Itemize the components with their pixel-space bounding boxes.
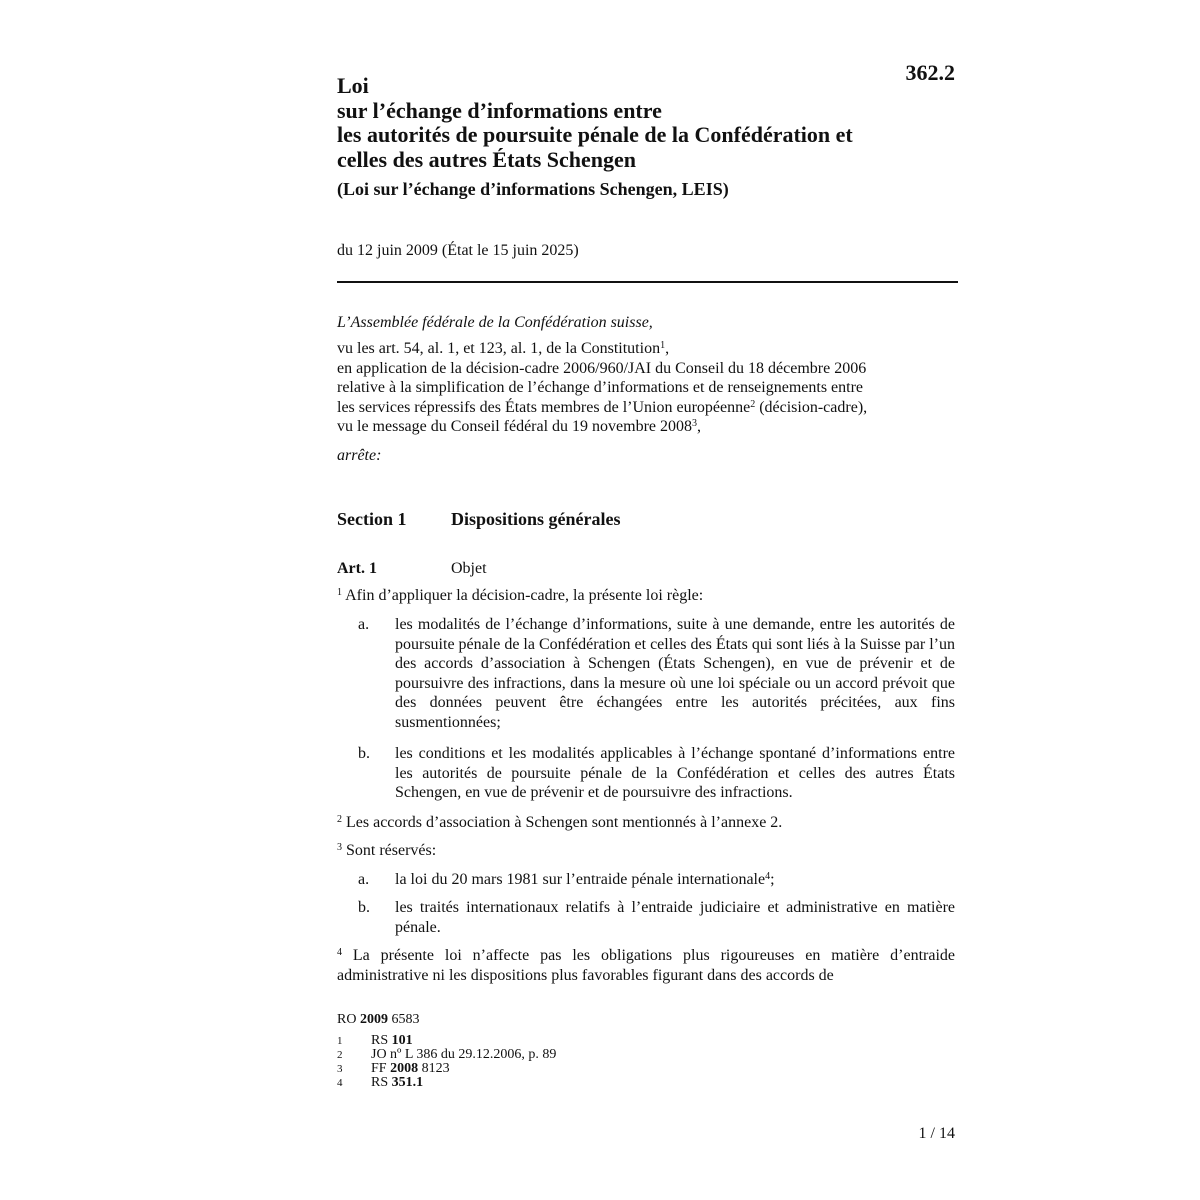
list-text: les traités internationaux relatifs à l’entraide judiciaire et administrative en matière pénale. — [395, 899, 955, 936]
title-line: sur l’échange d’informations entre — [337, 97, 662, 123]
list-text: les conditions et les modalités applicables à l’échange spontané d’informations entre les autorités de poursuite pénale de la Confédération et celles des autres États Schengen, en vue de prévenir et de poursuivre des infractions. — [395, 745, 955, 801]
title-line: les autorités de poursuite pénale de la Confédération et — [337, 122, 853, 147]
article-title: Objet — [451, 560, 487, 577]
list-text: les modalités de l’échange d’informations, suite à une demande, entre les autorités de poursuite pénale de la Confédération et celles des États qui sont liés à la Suisse par l’un des accords d’association à Schengen (États Schengen), en vue de prévenir et de poursuivre des infractions, dans la mesure où une loi spéciale ou un accord prévoit que des données peuvent être échangées entre les autorités précitées, aux fins susmentionnées; — [395, 616, 955, 731]
list-item — [337, 744, 955, 803]
preamble-decree: arrête: — [337, 447, 382, 464]
paragraph-number: 3 — [337, 842, 342, 853]
list-item — [337, 870, 955, 890]
title-line: Loi — [337, 73, 369, 98]
official-compilation-ref: RO 2009 6583 — [337, 1012, 420, 1027]
footnote: 4 RS 351.1 — [337, 1075, 424, 1090]
list-letter: a. — [358, 871, 370, 888]
section-title: Dispositions générales — [451, 509, 621, 529]
paragraph-number: 1 — [337, 587, 342, 598]
footnote-ref[interactable]: 4 — [765, 871, 771, 882]
footnote: 1 RS 101 — [337, 1033, 413, 1048]
paragraph-1-list-b — [337, 744, 955, 803]
preamble-line: vu les art. 54, al. 1, et 123, al. 1, de la Constitution$^1$, — [337, 340, 670, 357]
list-letter: b. — [358, 745, 370, 762]
footnote: 3 FF 2008 8123 — [337, 1061, 450, 1076]
article-paragraph-4: $^4$ La présente loi n’affecte pas les obligations plus rigoureuses en matière d’entraide administrative ni les dispositions plus favorables figurant dans des accords de — [337, 947, 955, 984]
article-number: Art. 1 — [337, 560, 377, 577]
list-item — [337, 898, 955, 937]
paragraph-3-list-a — [337, 870, 955, 890]
list-letter: b. — [358, 899, 370, 916]
paragraph-number: 2 — [337, 814, 342, 825]
page-number: 1 / 14 — [918, 1125, 955, 1142]
header-divider — [337, 281, 958, 283]
list-letter: a. — [358, 616, 370, 633]
paragraph-3-list-b — [337, 898, 955, 937]
footnote: 2 JO nº L 386 du 29.12.2006, p. 89 — [337, 1047, 557, 1062]
section-number: Section 1 — [337, 509, 407, 529]
title-line: celles des autres États Schengen — [337, 146, 637, 172]
footnote-ref[interactable]: 2 — [750, 398, 756, 410]
footnote-ref[interactable]: 1 — [660, 340, 666, 351]
preamble-line: en application de la décision-cadre 2006/960/JAI du Conseil du 18 décembre 2006 — [337, 359, 867, 377]
footnotes — [337, 1034, 737, 1090]
paragraph-number: 4 — [337, 947, 342, 958]
short-title: (Loi sur l’échange d’informations Schengen, LEIS) — [337, 179, 729, 199]
list-text: la loi du 20 mars 1981 sur l’entraide pénale internationale$^4$; — [395, 871, 775, 888]
preamble-assembly: L’Assemblée fédérale de la Confédération suisse, — [337, 314, 653, 331]
article-paragraph-3: $^3$ Sont réservés: — [337, 842, 437, 859]
footnote-ref[interactable]: 3 — [692, 418, 698, 429]
sr-number: 362.2 — [905, 60, 955, 85]
law-title — [337, 74, 937, 172]
preamble-line: les services répressifs des États membres de l’Union européenne$^2$ (décision-cadre), — [337, 398, 868, 416]
law-date: du 12 juin 2009 (État le 15 juin 2025) — [337, 242, 579, 259]
preamble-line: vu le message du Conseil fédéral du 19 novembre 2008$^3$, — [337, 418, 702, 435]
paragraph-1-list — [337, 615, 955, 732]
article-paragraph-1: $^1$ Afin d’appliquer la décision-cadre, la présente loi règle: — [337, 587, 704, 604]
article-paragraph-2: $^2$ Les accords d’association à Schengen sont mentionnés à l’annexe 2. — [337, 814, 783, 831]
list-item — [337, 615, 955, 732]
preamble — [337, 339, 958, 437]
preamble-line: relative à la simplification de l’échange d’informations et de renseignements entre — [337, 379, 864, 396]
